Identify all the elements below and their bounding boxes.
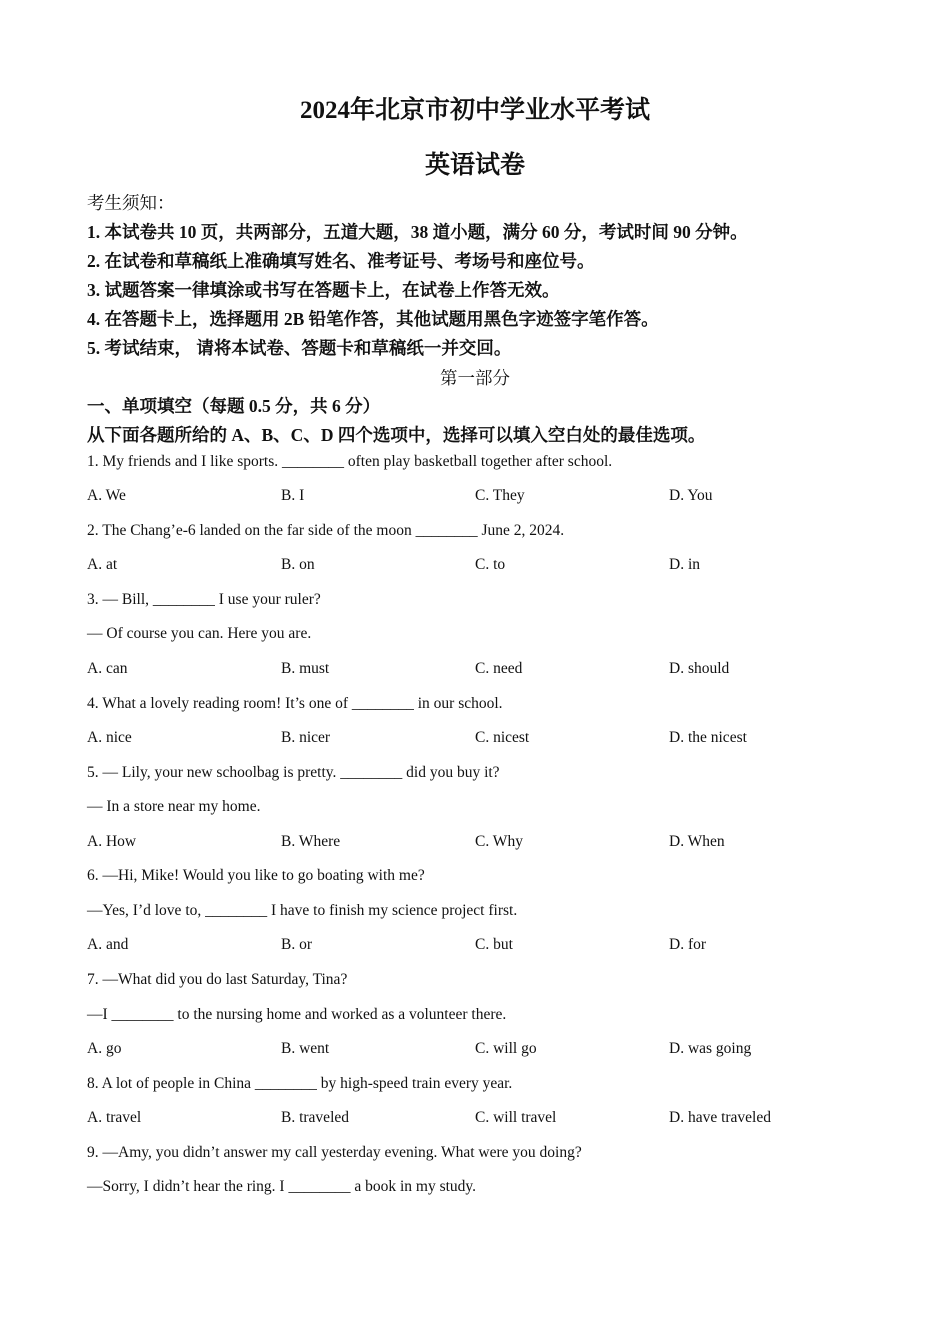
question-4-option-a: A. nice xyxy=(87,729,132,746)
question-1-option-a: A. We xyxy=(87,487,126,504)
question-1-stem: 1. My friends and I like sports. ________ often play basketball together after school. xyxy=(87,453,613,470)
question-2-option-c: C. to xyxy=(475,556,506,573)
question-3-reply: — Of course you can. Here you are. xyxy=(87,625,312,642)
question-7-reply: —I ________ to the nursing home and worked as a volunteer there. xyxy=(87,1006,507,1023)
notice-item: 4. 在答题卡上，选择题用 2B 铅笔作答，其他试题用黑色字迹签字笔作答。 xyxy=(87,309,659,329)
question-6-reply: —Yes, I’d love to, ________ I have to finish my science project first. xyxy=(87,902,518,919)
question-7-option-b: B. went xyxy=(281,1040,330,1057)
question-8-stem: 8. A lot of people in China ________ by high-speed train every year. xyxy=(87,1075,513,1092)
question-6-option-c: C. but xyxy=(475,936,513,953)
notice-heading: 考生须知： xyxy=(87,193,175,213)
question-4-stem: 4. What a lovely reading room! It’s one of ________ in our school. xyxy=(87,695,503,712)
question-9-reply: —Sorry, I didn’t hear the ring. I ________ a book in my study. xyxy=(87,1178,477,1195)
question-1-option-d: D. You xyxy=(669,487,713,504)
part-label: 第一部分 xyxy=(440,368,510,388)
question-6-option-a: A. and xyxy=(87,936,129,953)
notice-item: 3. 试题答案一律填涂或书写在答题卡上，在试卷上作答无效。 xyxy=(87,280,560,300)
question-2-option-d: D. in xyxy=(669,556,700,573)
question-5-option-a: A. How xyxy=(87,833,137,850)
question-1-option-c: C. They xyxy=(475,487,525,504)
question-5-option-d: D. When xyxy=(669,833,725,850)
question-3-option-b: B. must xyxy=(281,660,330,677)
question-5-option-c: C. Why xyxy=(475,833,523,850)
question-5-reply: — In a store near my home. xyxy=(87,798,261,815)
question-4-option-c: C. nicest xyxy=(475,729,530,746)
question-7-option-d: D. was going xyxy=(669,1040,752,1057)
question-2-stem: 2. The Chang’e-6 landed on the far side of the moon ________ June 2, 2024. xyxy=(87,522,565,539)
notice-item: 5. 考试结束， 请将本试卷、答题卡和草稿纸一并交回。 xyxy=(87,338,512,358)
section-title: 一、单项填空（每题 0.5 分，共 6 分） xyxy=(87,396,381,416)
question-4-option-b: B. nicer xyxy=(281,729,331,746)
question-9-stem: 9. —Amy, you didn’t answer my call yesterday evening. What were you doing? xyxy=(87,1144,582,1161)
question-6-option-d: D. for xyxy=(669,936,707,953)
question-8-option-b: B. traveled xyxy=(281,1109,350,1126)
question-8-option-d: D. have traveled xyxy=(669,1109,771,1126)
question-4-option-d: D. the nicest xyxy=(669,729,747,746)
question-6-option-b: B. or xyxy=(281,936,312,953)
question-2-option-b: B. on xyxy=(281,556,315,573)
question-2-option-a: A. at xyxy=(87,556,118,573)
question-8-option-c: C. will travel xyxy=(475,1109,557,1126)
question-5-stem: 5. — Lily, your new schoolbag is pretty. ________ did you buy it? xyxy=(87,764,500,781)
question-3-option-a: A. can xyxy=(87,660,128,677)
question-3-option-d: D. should xyxy=(669,660,730,677)
question-3-option-c: C. need xyxy=(475,660,523,677)
question-8-option-a: A. travel xyxy=(87,1109,142,1126)
question-6-stem: 6. —Hi, Mike! Would you like to go boating with me? xyxy=(87,867,425,884)
notice-item: 1. 本试卷共 10 页，共两部分，五道大题，38 道小题，满分 60 分，考试时间 90 分钟。 xyxy=(87,222,748,242)
exam-subtitle: 英语试卷 xyxy=(424,152,525,179)
question-7-option-c: C. will go xyxy=(475,1040,537,1057)
question-1-option-b: B. I xyxy=(281,487,305,504)
notice-item: 2. 在试卷和草稿纸上准确填写姓名、准考证号、考场号和座位号。 xyxy=(87,251,595,271)
section-instruction: 从下面各题所给的 A、B、C、D 四个选项中，选择可以填入空白处的最佳选项。 xyxy=(87,425,706,445)
question-7-stem: 7. —What did you do last Saturday, Tina? xyxy=(87,971,348,988)
question-3-stem: 3. — Bill, ________ I use your ruler? xyxy=(87,591,321,608)
question-5-option-b: B. Where xyxy=(281,833,341,850)
question-7-option-a: A. go xyxy=(87,1040,122,1057)
exam-title: 2024年北京市初中学业水平考试 xyxy=(299,97,650,124)
